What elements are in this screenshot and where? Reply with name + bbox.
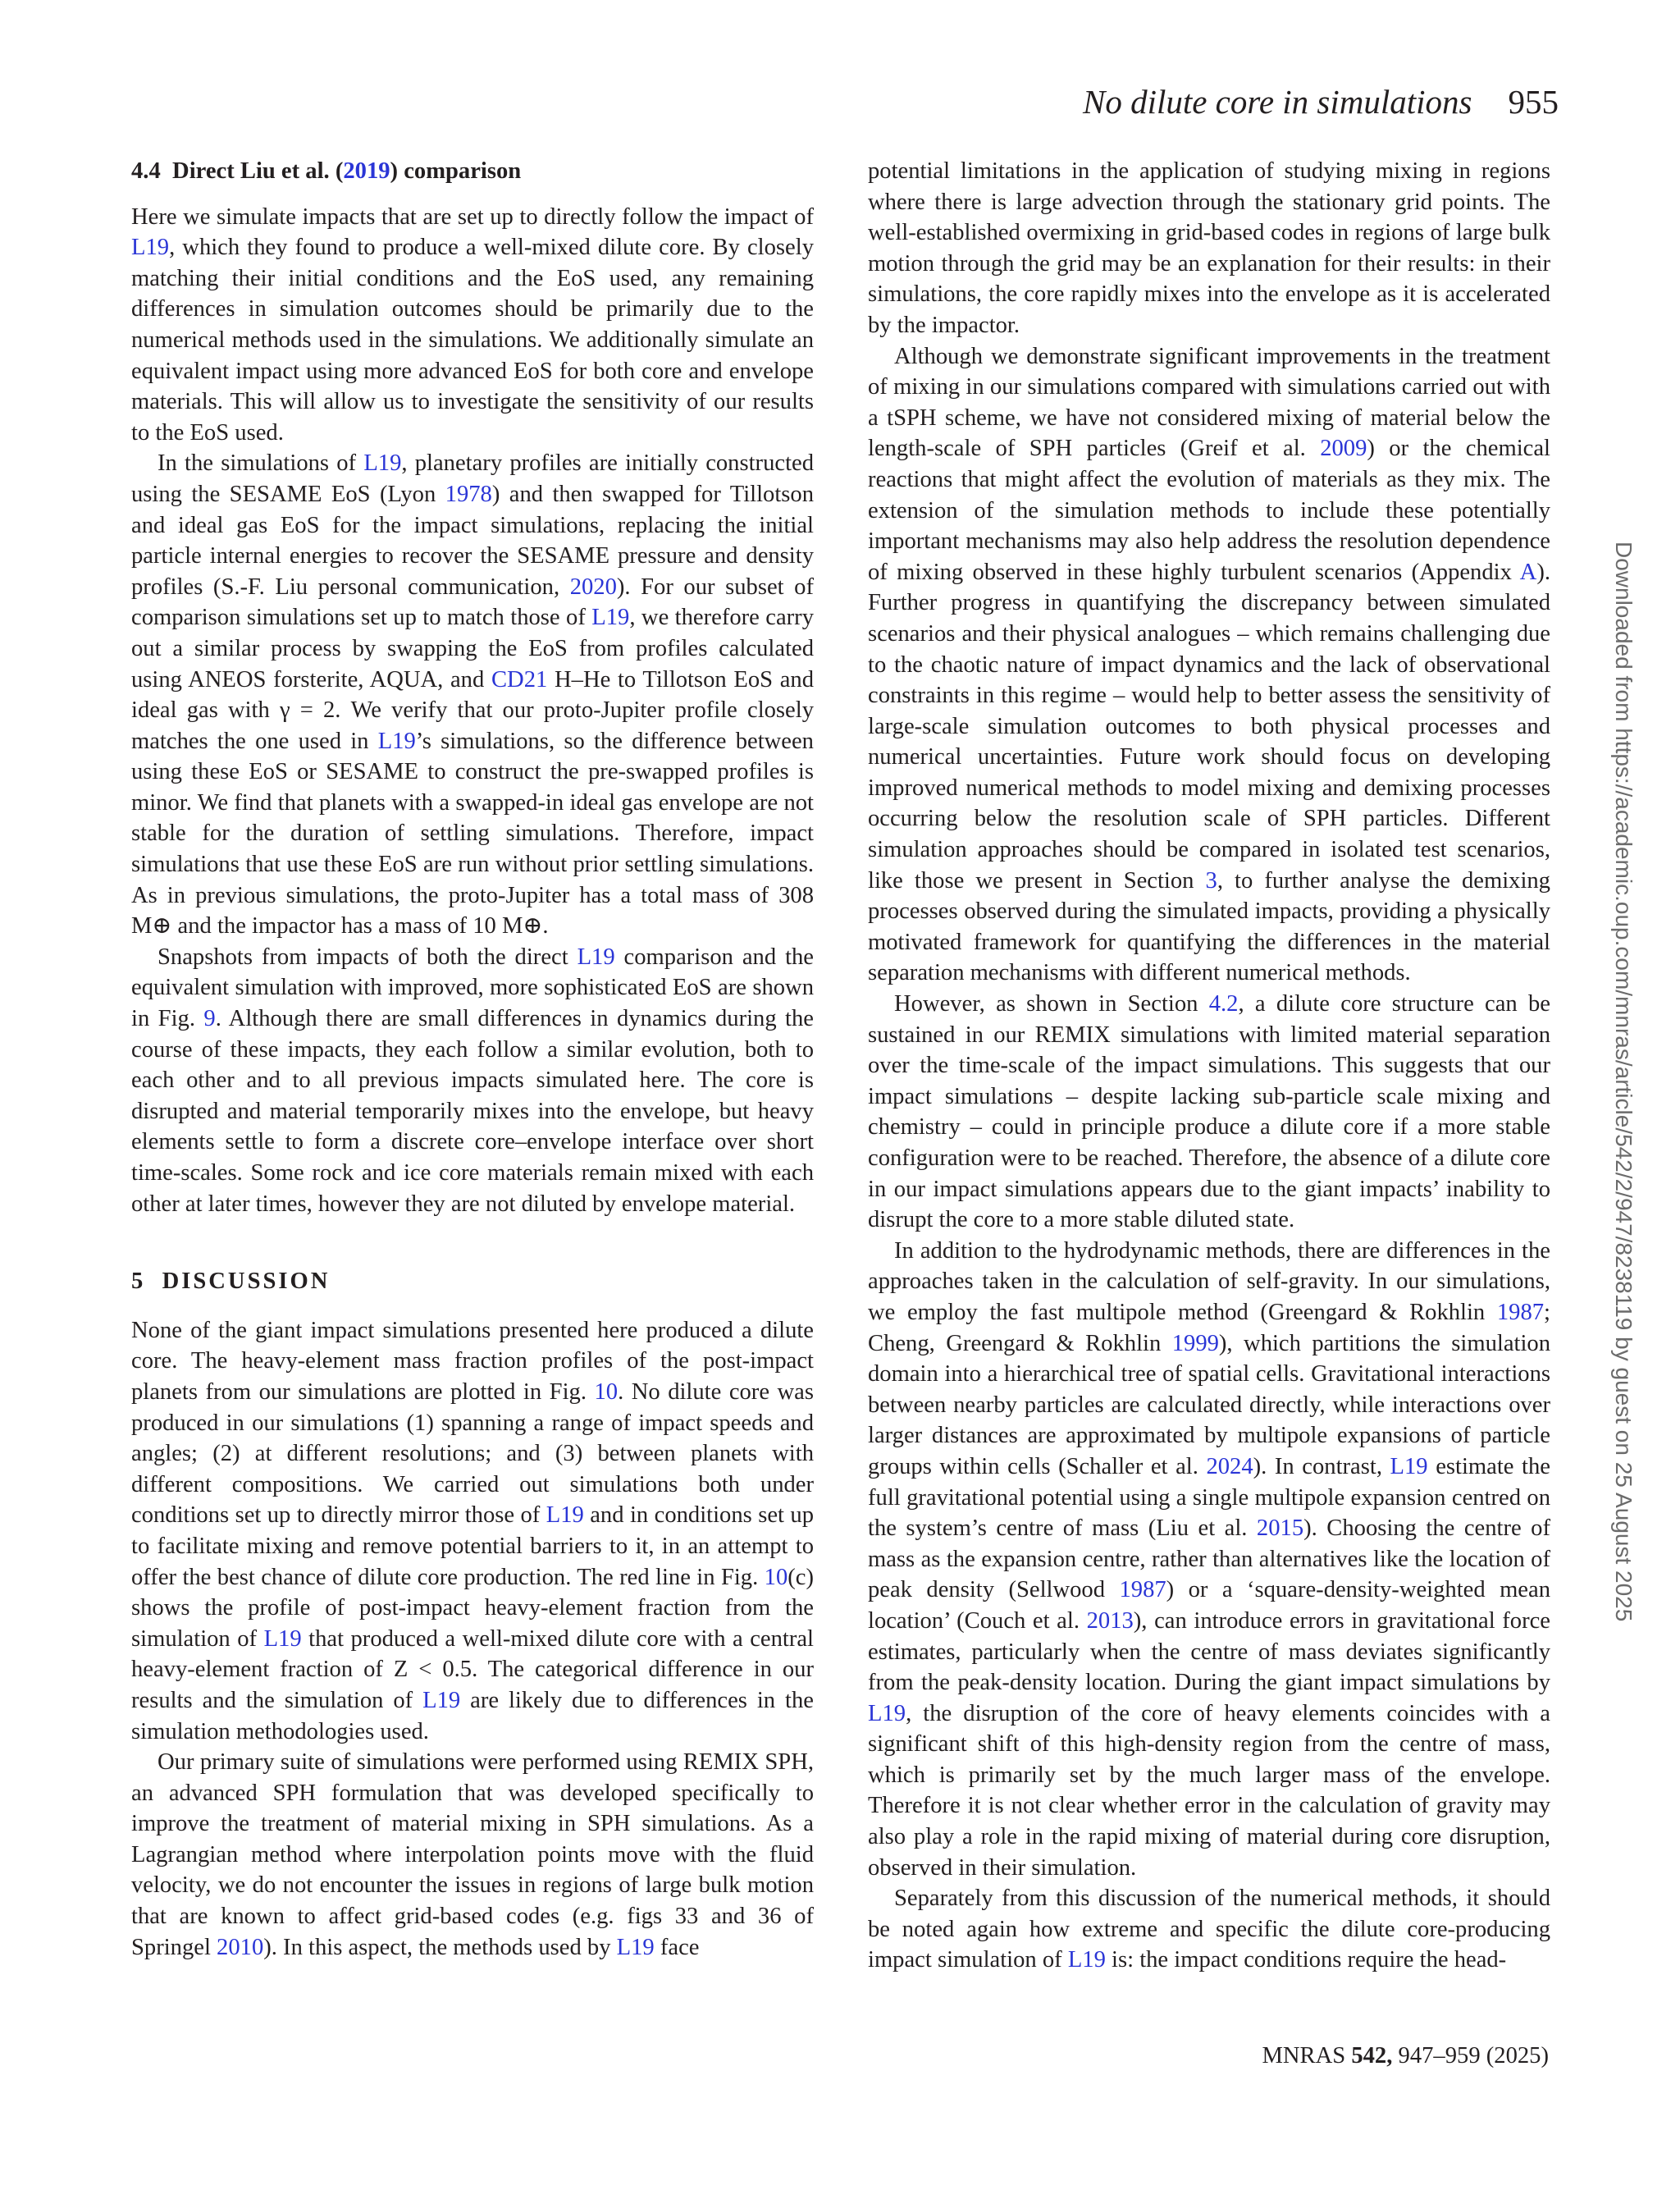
paragraph: In the simulations of L19, planetary profiles are initially constructed using the SESAME EoS (Lyon 1978) and then swapped for Tillotson and ideal gas EoS for the impact simulations, replacing the initial particle internal energies to recover the SESAME pressure and density profiles (S.-F. Liu personal communication, 2020). For our subset of comparison simulations set up to match those of L19, we therefore carry out a similar process by swapping the EoS from profiles calculated using ANEOS forsterite, AQUA, and CD21 H–He to Tillotson EoS and ideal gas with γ = 2. We verify that our proto-Jupiter profile closely matches the one used in L19’s simulations, so the difference between using these EoS or SESAME to construct the pre-swapped profiles is minor. We find that planets with a swapped-in ideal gas envelope are not stable for the duration of settling simulations. Therefore, impact simulations that use these EoS are run without prior settling simulations. As in previous simulations, the proto-Jupiter has a total mass of 308 M⊕ and the impactor has a mass of 10 M⊕. [131, 450, 814, 939]
reference-link[interactable]: 10 [594, 1378, 619, 1405]
paragraph: Separately from this discussion of the numerical methods, it should be noted again how extreme and specific the dilute core-producing impact simulation of L19 is: the impact conditions require the head- [868, 1886, 1550, 1973]
reference-link[interactable]: A [1519, 559, 1537, 585]
page-footer [1262, 2043, 1549, 2069]
subsection-title-post: ) comparison [390, 158, 522, 184]
paragraph: potential limitations in the application of studying mixing in regions where there is large advection through the stationary grid points. The well-established overmixing in grid-based codes in regions of large bulk motion through the grid may be an explanation for their results: in their simulations, the core rapidly mixes into the envelope as it is accelerated by the impactor. [868, 158, 1550, 338]
reference-link[interactable]: 3 [1205, 867, 1217, 894]
citation-link[interactable]: L19 [377, 728, 416, 754]
running-title: No dilute core in simulations [1082, 83, 1472, 121]
citation-link[interactable]: 1999 [1171, 1330, 1219, 1356]
reference-link[interactable]: 10 [764, 1564, 788, 1590]
paragraph: However, as shown in Section 4.2, a dilute core structure can be sustained in our REMIX simulations with limited material separation over the time-scale of the impact simulations. This suggests that our impact simulations – despite lacking sub-particle scale mixing and chemistry – could in principle produce a dilute core if a more stable configuration were to be reached. Therefore, the absence of a dilute core in our impact simulations appears due to the giant impacts’ inability to disrupt the core to a more stable diluted state. [868, 991, 1550, 1233]
citation-link[interactable]: L19 [1390, 1453, 1428, 1479]
citation-link[interactable]: L19 [546, 1502, 584, 1529]
citation-link[interactable]: 1987 [1119, 1577, 1166, 1603]
paragraph: Snapshots from impacts of both the direct L19 comparison and the equivalent simulation with improved, more sophisticated EoS are shown in Fig. 9. Although there are small differences in dynamics during the course of these impacts, they each follow a similar evolution, both to each other and to all previous impacts simulated here. The core is disrupted and material temporarily mixes into the envelope, but heavy elements settle to form a discrete core–envelope interface over short time-scales. Some rock and ice core materials remain mixed with each other at later times, however they are not diluted by envelope material. [131, 944, 815, 1217]
citation-link[interactable]: 2009 [1320, 436, 1367, 462]
citation-link[interactable]: L19 [591, 605, 630, 631]
section-number: 5 [131, 1269, 146, 1295]
citation-link[interactable]: L19 [577, 944, 615, 970]
citation-link[interactable]: 2019 [343, 158, 390, 184]
citation-link[interactable]: 2020 [569, 574, 617, 600]
citation-link[interactable]: CD21 [491, 666, 548, 693]
citation-link[interactable]: 1978 [445, 481, 492, 507]
download-sidebar [1611, 542, 1653, 1772]
page-header [943, 82, 1559, 121]
citation-link[interactable]: 2010 [217, 1934, 264, 1960]
subsection-heading [131, 156, 814, 187]
paragraph: None of the giant impact simulations presented here produced a dilute core. The heavy-element mass fraction profiles of the post-impact planets from our simulations are plotted in Fig. 10. No dilute core was produced in our simulations (1) spanning a range of impact speeds and angles; (2) at different resolutions; and (3) between planets with different compositions. We carried out simulations both under conditions set up to directly mirror those of L19 and in conditions set up to facilitate mixing and remove potential barriers to it, in an attempt to offer the best chance of dilute core production. The red line in Fig. 10(c) shows the profile of post-impact heavy-element fraction from the simulation of L19 that produced a well-mixed dilute core with a central heavy-element fraction of Z < 0.5. The categorical difference in our results and the simulation of L19 are likely due to differences in the simulation methodologies used. [131, 1317, 814, 1744]
section-heading [131, 1266, 814, 1297]
citation-link[interactable]: L19 [422, 1687, 461, 1713]
paragraph: Our primary suite of simulations were performed using REMIX SPH, an advanced SPH formulation that was developed specifically to improve the treatment of material mixing in SPH simulations. As a Lagrangian method where interpolation points move with the fluid velocity, we do not encounter the issues in regions of large bulk motion that are known to affect grid-based codes (e.g. figs 33 and 36 of Springel 2010). In this aspect, the methods used by L19 face [131, 1749, 814, 1960]
download-note[interactable]: Downloaded from https://academic.oup.com/mnras/article/542/2/947/8238119 by guest on 25 August 2025 [1611, 542, 1637, 1622]
citation-link[interactable]: L19 [363, 450, 402, 477]
right-column [868, 156, 1550, 1976]
citation-link[interactable]: L19 [131, 235, 170, 261]
reference-link[interactable]: 9 [203, 1006, 216, 1032]
citation-link[interactable]: 2013 [1086, 1607, 1134, 1634]
citation-link[interactable]: 1987 [1496, 1299, 1545, 1325]
citation-link[interactable]: 2015 [1256, 1515, 1304, 1542]
page-number: 955 [1508, 83, 1559, 121]
citation-link[interactable]: L19 [263, 1625, 302, 1652]
paragraph: In addition to the hydrodynamic methods, there are differences in the approaches taken in the calculation of self-gravity. In our simulations, we employ the fast multipole method (Greengard & Rokhlin 1987; Cheng, Greengard & Rokhlin 1999), which partitions the simulation domain into a hierarchical tree of spatial cells. Gravitational interactions between nearby particles are calculated directly, while interactions over larger distances are approximated by multipole expansions of particle groups within cells (Schaller et al. 2024). In contrast, L19 estimate the full gravitational potential using a single multipole expansion centred on the system’s centre of mass (Liu et al. 2015). Choosing the centre of mass as the expansion centre, rather than alternatives like the location of peak density (Sellwood 1987) or a ‘square-density-weighted mean location’ (Couch et al. 2013), can introduce errors in gravitational force estimates, particularly when the centre of mass deviates significantly from the peak-density location. During the giant impact simulations by L19, the disruption of the core of heavy elements coincides with a significant shift of this high-density region from the centre of mass, which is primarily set by the much larger mass of the envelope. Therefore it is not clear whether error in the calculation of gravity may also play a role in the rapid mixing of material during core disruption, observed in their simulation. [868, 1237, 1550, 1881]
journal-name: MNRAS [1262, 2043, 1346, 2069]
citation-link[interactable]: L19 [616, 1934, 655, 1960]
journal-pages: 947–959 (2025) [1398, 2043, 1549, 2069]
journal-volume: 542, [1351, 2043, 1393, 2069]
section-title: DISCUSSION [162, 1269, 331, 1295]
citation-link[interactable]: 2024 [1206, 1453, 1253, 1479]
left-column [131, 156, 814, 1963]
citation-link[interactable]: L19 [868, 1700, 906, 1726]
reference-link[interactable]: 4.2 [1208, 991, 1239, 1017]
subsection-title-pre: Direct Liu et al. ( [172, 158, 344, 184]
citation-link[interactable]: L19 [1067, 1947, 1106, 1973]
subsection-number: 4.4 [131, 158, 161, 184]
paragraph: Although we demonstrate significant improvements in the treatment of mixing in our simulations compared with simulations carried out with a tSPH scheme, we have not considered mixing of material below the length-scale of SPH particles (Greif et al. 2009) or the chemical reactions that might affect the evolution of materials as they mix. The extension of the simulation methods to include these potentially important mechanisms may also help address the resolution dependence of mixing observed in these highly turbulent scenarios (Appendix A). Further progress in quantifying the discrepancy between simulated scenarios and their physical analogues – which remains challenging due to the chaotic nature of impact dynamics and the lack of observational constraints in this regime – would help to better assess the sensitivity of large-scale simulation outcomes to both physical processes and numerical uncertainties. Future work should focus on developing improved numerical methods to model mixing and demixing processes occurring below the resolution scale of SPH particles. Different simulation approaches should be compared in isolated test scenarios, like those we present in Section 3, to further analyse the demixing processes observed during the simulated impacts, providing a physically motivated framework for quantifying the differences in the material separation mechanisms with different numerical methods. [868, 343, 1550, 986]
paragraph: Here we simulate impacts that are set up to directly follow the impact of L19, which they found to produce a well-mixed dilute core. By closely matching their initial conditions and the EoS used, any remaining differences in simulation outcomes should be primarily due to the numerical methods used in the simulations. We additionally simulate an equivalent impact using more advanced EoS for both core and envelope materials. This will allow us to investigate the sensitivity of our results to the EoS used. [131, 203, 814, 446]
